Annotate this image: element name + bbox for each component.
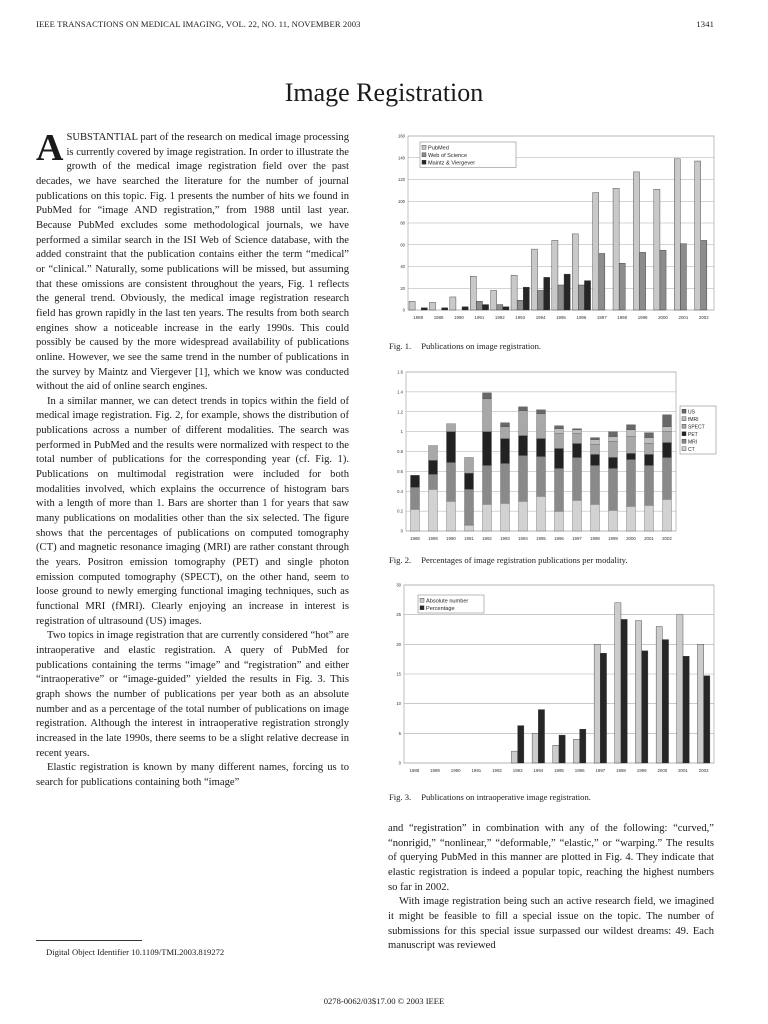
x-tick-label: 1991 [474,315,485,320]
chart-intraoperative [386,579,718,779]
bar-segment-ct [573,500,582,531]
bar-segment-spect [501,427,510,439]
bar-segment-ct [483,504,492,531]
bar-web-of-science [701,240,707,310]
bar-segment-pet [519,436,528,456]
x-tick-label: 1994 [535,315,546,320]
x-tick-label: 1990 [450,768,461,773]
y-tick-label: 160 [398,133,405,139]
legend-label: SPECT [688,424,705,431]
x-tick-label: 1993 [515,315,526,320]
bar-maintz-viergever [421,308,427,310]
x-tick-label: 1989 [428,536,438,541]
legend-label: CT [688,446,695,453]
figure-3 [386,579,718,779]
bar-web-of-science [660,250,666,310]
legend-label: Percentage [426,605,455,612]
bar-absolute-number [594,644,600,763]
figure-2 [386,362,718,544]
y-tick-label: 1.2 [397,409,403,415]
x-tick-label: 1999 [608,536,618,541]
y-tick-label: 25 [396,612,401,618]
x-tick-label: 1993 [500,536,510,541]
bar-pubmed [695,161,701,310]
paragraph: and “registration” in combination with any of the following: “curved,” “nonrigid,” “nonlinear,” “deformable,” “elastic,” or “warping.” The results of querying PubMed in this manner are plotted in Fig. 4. They indicate that elastic registration is indeed a popular topic, reaching the highest numbers so far in 2002. [388,823,714,893]
legend-swatch [420,606,424,610]
bar-segment-ct [501,503,510,531]
x-tick-label: 1992 [494,315,505,320]
x-tick-label: 1988 [413,315,424,320]
footnote-doi: Digital Object Identifier 10.1109/TMI.2003.819272 [46,947,225,957]
bar-pubmed [470,276,476,310]
paper-title: Image Registration [284,78,484,107]
bar-web-of-science [558,285,564,310]
x-tick-label: 2000 [626,536,636,541]
legend-swatch [682,424,686,428]
y-tick-label: 0.2 [397,508,403,514]
bar-segment-mri [483,465,492,504]
bar-web-of-science [497,305,503,310]
bar-absolute-number [553,745,559,763]
y-tick-label: 20 [396,641,401,647]
x-tick-label: 1997 [595,768,606,773]
right-column [388,822,714,954]
drop-cap: A [36,127,64,169]
footnote-rule [36,940,142,941]
x-tick-label: 1991 [471,768,482,773]
bar-segment-fmri [609,437,618,442]
y-tick-label: 1.4 [397,389,403,395]
bar-percentage [642,651,648,763]
bar-segment-mri [663,457,672,499]
copyright-footer: 0278-0062/03$17.00 © 2003 IEEE [323,996,445,1006]
bar-percentage [518,726,524,763]
bar-segment-us [519,407,528,411]
bar-segment-spect [663,432,672,443]
bar-pubmed [572,234,578,310]
bar-maintz-viergever [523,287,529,310]
bar-segment-pet [627,453,636,459]
x-tick-label: 1999 [637,315,648,320]
left-column [36,127,349,791]
bar-segment-fmri [573,430,582,434]
x-tick-label: 1999 [636,768,647,773]
legend-label: US [688,409,695,416]
bar-maintz-viergever [503,307,509,310]
bar-percentage [621,619,627,763]
x-tick-label: 2002 [698,315,709,320]
legend-label: MRI [688,439,698,446]
bar-segment-spect [573,434,582,444]
bar-absolute-number [532,733,538,763]
bar-segment-ct [609,510,618,531]
bar-segment-mri [645,465,654,505]
x-tick-label: 1989 [433,315,444,320]
bar-segment-us [537,410,546,414]
legend-label: PET [688,431,698,438]
bar-segment-us [501,423,510,427]
bar-segment-pet [555,449,564,469]
x-tick-label: 1995 [554,768,564,773]
bar-segment-ct [537,496,546,531]
bar-web-of-science [578,285,584,310]
bar-segment-pet [573,444,582,458]
bar-segment-spect [627,437,636,454]
bar-pubmed [654,189,660,310]
y-tick-label: 30 [396,582,401,588]
bar-percentage [704,676,710,763]
legend-label: PubMed [428,145,449,152]
y-tick-label: 1 [400,429,403,435]
bar-segment-spect [447,424,456,432]
running-header: IEEE TRANSACTIONS ON MEDICAL IMAGING, VOL. 22, NO. 11, NOVEMBER 2003 [36,19,361,29]
bar-absolute-number [697,644,703,763]
bar-web-of-science [619,263,625,310]
bar-absolute-number [635,621,641,763]
bar-segment-pet [465,473,474,489]
bar-segment-pet [501,439,510,464]
bar-segment-ct [627,506,636,531]
y-tick-label: 1.6 [397,369,403,375]
bar-pubmed [593,193,599,310]
bar-absolute-number [511,751,517,763]
legend-swatch [682,447,686,451]
chart-modalities [386,362,718,544]
bar-segment-ct [519,501,528,531]
x-tick-label: 1995 [536,536,546,541]
legend-label: Web of Science [428,152,468,159]
x-tick-label: 1994 [533,768,544,773]
bar-segment-mri [537,456,546,496]
y-tick-label: 140 [398,155,405,161]
paragraph: In a similar manner, we can detect trends in topics within the field of medical image registration. Fig. 2, for example, shows the distribution of publications across a number of different modalities. The search was performed in PubMed and the results were normalized with respect to the total number of publications for the corresponding year (cf. Fig. 1). Publications on multimodal registration were included for both modalities involved, which explains the occurrence of histogram bars with a length of more than 1. Bars are shorter than 1 for years that saw many publications on modalities other than the six selected. The figure shows that the percentages of publications on computed tomography (CT) and magnetic resonance imaging (MRI) are rather constant through the years. Positron emission tomography (PET) and single photon emission computed tomography (SPECT), on the other hand, seem to loose ground to newly emerging functional imaging techniques, such as functional MRI (fMRI). Clearly enjoying an increase in interest is registration of ultrasound (US) images. [36,395,349,627]
bar-percentage [538,710,544,763]
bar-segment-pet [447,432,456,463]
x-tick-label: 1995 [556,315,566,320]
bar-segment-us [591,438,600,440]
bar-segment-us [645,433,654,438]
bar-segment-pet [429,460,438,474]
y-tick-label: 15 [396,671,401,677]
bar-segment-fmri [555,429,564,434]
bar-segment-fmri [591,440,600,445]
bar-segment-pet [663,443,672,458]
bar-segment-fmri [627,430,636,437]
x-tick-label: 1994 [518,536,528,541]
bar-pubmed [552,240,558,310]
bar-pubmed [511,275,517,310]
bar-segment-spect [555,434,564,449]
y-tick-label: 60 [400,242,405,248]
bar-segment-mri [465,489,474,525]
x-tick-label: 1992 [482,536,492,541]
x-tick-label: 2000 [657,768,668,773]
x-tick-label: 1990 [446,536,456,541]
bar-absolute-number [656,627,662,763]
paragraph: Elastic registration is known by many different names, forcing us to search for publications containing both “image” [36,762,349,788]
bar-segment-ct [411,509,420,531]
legend-label: fMRI [688,416,699,423]
bar-maintz-viergever [442,308,448,310]
x-tick-label: 1998 [590,536,600,541]
y-tick-label: 0 [398,760,401,766]
figure-3-caption: Fig. 3. Publications on intraoperative image registration. [389,792,591,802]
bar-segment-spect [519,411,528,436]
bar-pubmed [429,302,435,310]
x-tick-label: 1991 [464,536,474,541]
bar-segment-mri [447,462,456,501]
x-tick-label: 1996 [574,768,585,773]
bar-maintz-viergever [482,305,488,310]
bar-segment-mri [609,468,618,510]
x-tick-label: 1993 [512,768,523,773]
figure-1-caption: Fig. 1. Publications on image registration. [389,341,542,351]
bar-absolute-number [615,603,621,763]
bar-segment-pet [483,432,492,466]
bar-percentage [580,729,586,763]
y-tick-label: 0.6 [397,468,403,474]
bar-absolute-number [677,615,683,763]
x-tick-label: 2002 [662,536,672,541]
legend-swatch [422,145,426,149]
bar-pubmed [674,159,680,310]
bar-pubmed [613,188,619,310]
bar-percentage [683,656,689,763]
page-number: 1341 [696,19,714,29]
x-tick-label: 1997 [596,315,607,320]
bar-segment-mri [591,465,600,504]
x-tick-label: 1998 [617,315,628,320]
bar-segment-spect [591,445,600,455]
legend-label: Absolute number [426,598,469,605]
x-tick-label: 1988 [410,536,420,541]
bar-segment-ct [645,505,654,531]
bar-segment-mri [501,463,510,503]
bar-segment-spect [429,446,438,461]
y-tick-label: 100 [398,198,405,204]
bar-segment-mri [555,468,564,511]
bar-segment-ct [465,525,474,531]
paragraph: With image registration being such an active research field, we imagined it might be feasible to fill a special issue on the topic. The number of submissions for this special issue surpassed our wildest dreams: 49. Each manuscript was reviewed [388,896,714,952]
y-tick-label: 120 [398,177,405,182]
bar-segment-mri [411,487,420,509]
y-tick-label: 0.8 [397,449,403,454]
y-tick-label: 0 [400,528,403,534]
y-tick-label: 40 [400,264,405,269]
bar-absolute-number [573,739,579,763]
legend-swatch [420,598,424,602]
legend-swatch [422,160,426,164]
bar-segment-spect [537,414,546,439]
bar-segment-spect [645,444,654,455]
bar-web-of-science [517,300,523,310]
legend-swatch [682,409,686,413]
bar-maintz-viergever [584,281,590,310]
bar-segment-pet [537,439,546,457]
bar-maintz-viergever [564,274,570,310]
y-tick-label: 5 [398,730,401,736]
bar-segment-mri [429,474,438,489]
legend-swatch [682,432,686,436]
bar-web-of-science [476,301,482,310]
paragraph: ASUBSTANTIAL part of the research on medical image processing is currently covered by image registration. In order to illustrate the growth of the medical image registration field over the past decades, we have searched the literature for the number of journal publications on this topic. Fig. 1 presents the number of hits we found in PubMed for “image AND registration,” from 1988 until last year. Because PubMed excludes some methodological journals, we have performed a similar search in the ISI Web of Science database, with the added constraint that the publication contains either the term “medical” or “clinical.” Naturally, some publications will be missed, but assuming that these omissions are consistent throughout the years, Fig. 1 reflects the general trend. Obviously, the medical image registration research field has grown rapidly in the last ten years. The results from both search engines show a noticeable increase in the early 1990s. This could possibly be caused by the more widespread availability of publications online. However, we see the same trend in the number of publications in the survey by Maintz and Viergever [1], which we know was conducted without the aid of online search engines. [36,127,349,393]
bar-maintz-viergever [462,307,468,310]
chart-publications [386,130,718,330]
legend-swatch [422,153,426,157]
bar-segment-us [483,393,492,399]
x-tick-label: 1996 [554,536,564,541]
bar-segment-ct [555,511,564,531]
bar-web-of-science [538,290,544,310]
y-tick-label: 80 [400,220,405,226]
bar-segment-fmri [645,438,654,444]
legend-swatch [682,417,686,421]
y-tick-label: 0.4 [397,488,403,494]
bar-segment-us [573,429,582,430]
x-tick-label: 2002 [698,768,709,773]
bar-segment-spect [465,457,474,473]
x-tick-label: 2001 [678,768,688,773]
bar-percentage [662,640,668,763]
x-tick-label: 1997 [572,536,582,541]
bar-segment-us [663,415,672,427]
bar-segment-pet [411,475,420,487]
figure-2-caption: Fig. 2. Percentages of image registration publications per modality. [389,555,628,565]
y-tick-label: 0 [402,307,405,313]
bar-maintz-viergever [544,277,550,310]
bar-segment-spect [609,442,618,458]
bar-segment-ct [429,489,438,531]
x-tick-label: 1988 [409,768,420,773]
bar-segment-ct [447,501,456,531]
bar-segment-spect [483,399,492,432]
y-tick-label: 10 [396,701,401,707]
bar-segment-mri [519,455,528,501]
bar-segment-ct [663,499,672,531]
bar-segment-pet [609,457,618,468]
x-tick-label: 2001 [644,536,654,541]
bar-segment-mri [573,457,582,500]
figure-1 [386,130,718,330]
x-tick-label: 1989 [430,768,440,773]
paragraph: Two topics in image registration that are currently considered “hot” are intraoperative and elastic registration. A query of PubMed for publications containing the terms “image” and “registration” and either “intraoperative” or “image-guided” yielded the results in Fig. 3. This graph shows the number of publications per year both as an absolute number and as a percentage of the total number of publications on image registration. Although the interest in intraoperative registration strongly increased in the late 1990s, there seems to be a slight relative decrease in recent years. [36,630,349,759]
x-tick-label: 2000 [658,315,668,320]
legend-label: Maintz & Viergever [428,160,476,167]
bar-pubmed [633,172,639,310]
x-tick-label: 1998 [616,768,626,773]
y-tick-label: 20 [400,285,405,291]
bar-pubmed [450,297,456,310]
bar-segment-fmri [663,427,672,432]
bar-pubmed [531,249,537,310]
bar-web-of-science [680,244,686,310]
bar-segment-us [555,426,564,429]
x-tick-label: 2001 [678,315,689,320]
x-tick-label: 1992 [492,768,502,773]
bar-segment-mri [627,459,636,506]
bar-web-of-science [599,253,605,310]
x-tick-label: 1990 [454,315,464,320]
bar-percentage [559,735,565,763]
bar-segment-pet [591,454,600,465]
bar-segment-us [609,432,618,437]
x-tick-label: 1996 [576,315,587,320]
bar-segment-pet [645,454,654,465]
bar-web-of-science [640,252,646,310]
bar-segment-us [627,425,636,430]
bar-pubmed [409,301,415,310]
bar-percentage [600,653,606,763]
bar-pubmed [491,290,497,310]
legend-swatch [682,439,686,443]
bar-segment-ct [591,504,600,531]
